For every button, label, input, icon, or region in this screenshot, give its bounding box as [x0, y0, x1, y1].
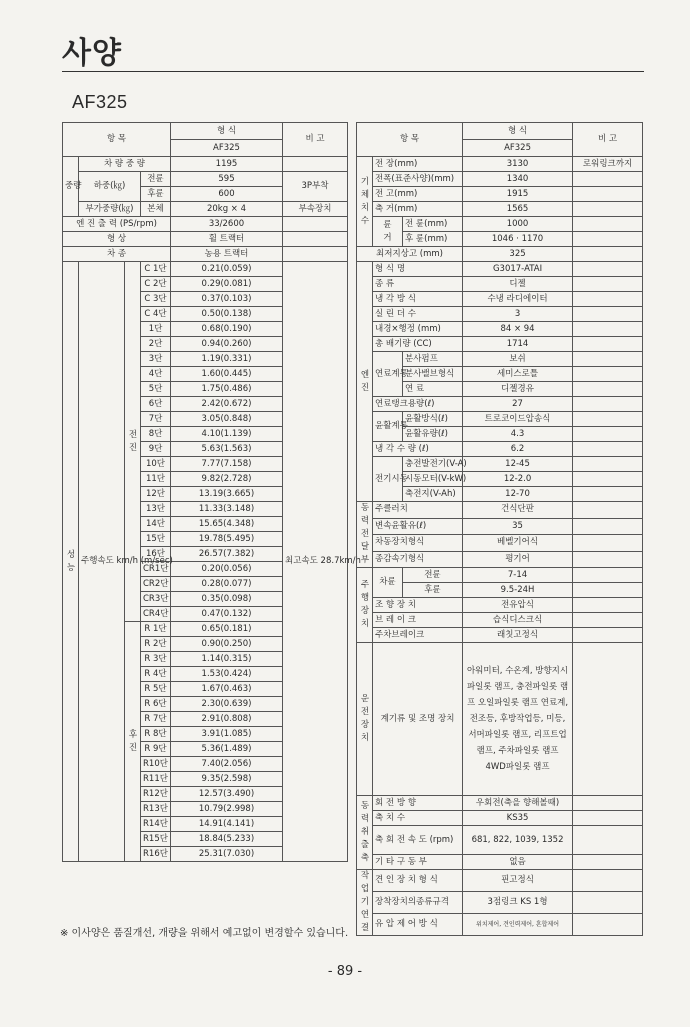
speed-value: 9.82(2.728): [171, 472, 283, 487]
gear-label: CR3단: [141, 592, 171, 607]
performance-group-label: 성능: [63, 262, 79, 862]
power-value: 건식단판: [463, 502, 573, 519]
type-value: 농용 트랙터: [171, 247, 283, 262]
steer-value: 전유압식: [463, 598, 573, 613]
table-row: [357, 892, 643, 914]
steer-label: 조 향 장 치: [373, 598, 463, 613]
table-row: [357, 613, 643, 628]
speed-value: 3.05(0.848): [171, 412, 283, 427]
dim-label: 전 장(mm): [373, 157, 463, 172]
speed-value: 0.50(0.138): [171, 307, 283, 322]
header-format: 형 식: [463, 123, 573, 140]
engine-output-value: 33/2600: [171, 217, 283, 232]
gear-label: 11단: [141, 472, 171, 487]
dim-value: 1565: [463, 202, 573, 217]
speed-value: 4.10(1.139): [171, 427, 283, 442]
left-spec-table: [62, 122, 361, 862]
table-row: [357, 172, 643, 187]
tread-rear-value: 1046 · 1170: [463, 232, 573, 247]
gear-label: C 3단: [141, 292, 171, 307]
gear-label: R 9단: [141, 742, 171, 757]
speed-value: 9.35(2.598): [171, 772, 283, 787]
gear-label: R15단: [141, 832, 171, 847]
gear-label: 13단: [141, 502, 171, 517]
table-row: [357, 914, 643, 936]
tread-rear-label: 후 륜(mm): [403, 232, 463, 247]
speed-value: 2.91(0.808): [171, 712, 283, 727]
speed-value: 2.42(0.672): [171, 397, 283, 412]
electric-label: 축전지(V-Ah): [403, 487, 463, 502]
gear-label: R 3단: [141, 652, 171, 667]
table-row: [357, 412, 643, 427]
engine-label: 냉 각 방 식: [373, 292, 463, 307]
speed-remark: 최고속도 28.7km/h: [283, 262, 348, 862]
gear-label: 7단: [141, 412, 171, 427]
engine-label: 종 류: [373, 277, 463, 292]
table-row: [357, 262, 643, 277]
lube-label: 윤활방식(ℓ): [403, 412, 463, 427]
gear-label: C 2단: [141, 277, 171, 292]
power-label: 주클러치: [373, 502, 463, 519]
front-value: 595: [171, 172, 283, 187]
header-item: 항 목: [63, 123, 171, 157]
hitch-group-label: 작업기연결: [357, 870, 373, 936]
gear-label: 4단: [141, 367, 171, 382]
pto-label: 기 타 구 동 부: [373, 855, 463, 870]
dim-value: 3130: [463, 157, 573, 172]
table-row: [357, 568, 643, 583]
electric-value: 12-2.0: [463, 472, 573, 487]
engine-label: 형 식 명: [373, 262, 463, 277]
dim-remark: [573, 202, 643, 217]
fuel-label: 연 료: [403, 382, 463, 397]
model-heading: AF325: [72, 92, 128, 112]
lube-group-label: 윤활계통: [373, 412, 403, 442]
tread-front-value: 1000: [463, 217, 573, 232]
engine-value: G3017-ATAI: [463, 262, 573, 277]
clearance-label: 최저지상고 (mm): [357, 247, 463, 262]
gear-label: 6단: [141, 397, 171, 412]
table-row: [357, 322, 643, 337]
speed-value: 0.94(0.260): [171, 337, 283, 352]
body-label: 본체: [141, 202, 171, 217]
speed-value: 0.65(0.181): [171, 622, 283, 637]
power-value: 35: [463, 518, 573, 535]
table-row: [63, 217, 348, 232]
table-row: [357, 551, 643, 568]
table-row: [357, 397, 643, 412]
right-spec-table: [356, 122, 643, 936]
speed-value: 1.75(0.486): [171, 382, 283, 397]
speed-value: 12.57(3.490): [171, 787, 283, 802]
table-row: [63, 262, 348, 277]
fuel-label: 분사펌프: [403, 352, 463, 367]
hitch-value: 3점링크 KS 1형: [463, 892, 573, 914]
right-header-row: [357, 123, 643, 140]
pto-value: 없음: [463, 855, 573, 870]
parking-value: 래칫고정식: [463, 628, 573, 643]
page-number: - 89 -: [327, 964, 363, 979]
fuel-group-label: 연료계통: [373, 352, 403, 397]
coolant-label: 냉 각 수 량 (ℓ): [373, 442, 463, 457]
table-row: [63, 172, 348, 187]
fuel-tank-label: 연료탱크용량(ℓ): [373, 397, 463, 412]
speed-value: 0.37(0.103): [171, 292, 283, 307]
vehicle-weight-value: 1195: [171, 157, 283, 172]
gear-label: R 5단: [141, 682, 171, 697]
left-header-row: [63, 123, 348, 140]
engine-value: 디젤: [463, 277, 573, 292]
header-remarks: 비 고: [283, 123, 348, 157]
dim-value: 1340: [463, 172, 573, 187]
header-remarks: 비 고: [573, 123, 643, 157]
table-row: [357, 337, 643, 352]
speed-value: 5.36(1.489): [171, 742, 283, 757]
speed-value: 0.35(0.098): [171, 592, 283, 607]
lube-value: 트로코이드압송식: [463, 412, 573, 427]
table-row: [357, 307, 643, 322]
table-row: [63, 232, 348, 247]
clearance-value: 325: [463, 247, 573, 262]
tire-label: 차륜: [373, 568, 403, 598]
fuel-label: 분사밸브형식: [403, 367, 463, 382]
weight-group-label: 중량: [63, 157, 79, 217]
pto-value: 681, 822, 1039, 1352: [463, 826, 573, 855]
header-format: 형 식: [171, 123, 283, 140]
vehicle-weight-label: 차 량 중 량: [79, 157, 171, 172]
speed-value: 25.31(7.030): [171, 847, 283, 862]
engine-value: 3: [463, 307, 573, 322]
fuel-value: 디젤경유: [463, 382, 573, 397]
gear-label: CR2단: [141, 577, 171, 592]
parking-label: 주차브레이크: [373, 628, 463, 643]
coolant-value: 6.2: [463, 442, 573, 457]
gear-label: 14단: [141, 517, 171, 532]
table-row: [63, 157, 348, 172]
dim-label: 전 고(mm): [373, 187, 463, 202]
table-row: [357, 352, 643, 367]
speed-value: 18.84(5.233): [171, 832, 283, 847]
gauge-value: 아워미터, 수온계, 방향지시 파일롯 램프, 충전파일롯 램프 오일파일롯 램프 연료계, 전조등, 후방작업등, 미등, 서머파일롯 램프, 리프트업램프, 주차파일롯 램프 4WD파일롯 램프: [463, 643, 573, 796]
table-row: [63, 247, 348, 262]
attach-label: 부가중량(㎏): [79, 202, 141, 217]
speed-value: 1.14(0.315): [171, 652, 283, 667]
dim-remark: 로워링크까지: [573, 157, 643, 172]
title-divider: [62, 71, 644, 72]
dim-value: 1915: [463, 187, 573, 202]
tread-front-label: 전 륜(mm): [403, 217, 463, 232]
gear-label: R12단: [141, 787, 171, 802]
shape-value: 휠 트랙터: [171, 232, 283, 247]
speed-value: 0.21(0.059): [171, 262, 283, 277]
running-group-label: 주행장치: [357, 568, 373, 643]
gauge-label: 계기류 및 조명 장치: [373, 643, 463, 796]
fuel-value: 세미스로틀: [463, 367, 573, 382]
speed-value: 7.77(7.158): [171, 457, 283, 472]
tire-rear-value: 9.5-24H: [463, 583, 573, 598]
engine-output-label: 엔 진 출 력 (PS/rpm): [63, 217, 171, 232]
dims-group-label: 기체치수: [357, 157, 373, 247]
speed-value: 1.53(0.424): [171, 667, 283, 682]
dim-label: 전폭(표준사양)(mm): [373, 172, 463, 187]
lube-value: 4.3: [463, 427, 573, 442]
brake-label: 브 레 이 크: [373, 613, 463, 628]
engine-label: 총 배기량 (CC): [373, 337, 463, 352]
hitch-label: 유 압 제 어 방 식: [373, 914, 463, 936]
electric-value: 12-45: [463, 457, 573, 472]
gear-label: R 7단: [141, 712, 171, 727]
speed-value: 1.19(0.331): [171, 352, 283, 367]
tread-label: 륜거: [373, 217, 403, 247]
speed-value: 2.30(0.639): [171, 697, 283, 712]
speed-value: 13.19(3.665): [171, 487, 283, 502]
gear-label: R13단: [141, 802, 171, 817]
rear-label: 후륜: [141, 187, 171, 202]
power-group-label: 동력전달부: [357, 502, 373, 568]
engine-label: 내경×행정 (mm): [373, 322, 463, 337]
table-row: [357, 598, 643, 613]
hitch-label: 장착장치의종류규격: [373, 892, 463, 914]
body-remark: 부속장치: [283, 202, 348, 217]
gear-label: R 2단: [141, 637, 171, 652]
speed-label: 주행속도 km/h (m/sec): [79, 262, 125, 862]
engine-value: 수냉 라디에이터: [463, 292, 573, 307]
table-row: [357, 870, 643, 892]
power-label: 차동장치형식: [373, 535, 463, 552]
table-row: [357, 826, 643, 855]
engine-group-label: 엔진: [357, 262, 373, 502]
gear-label: 2단: [141, 337, 171, 352]
gear-label: 8단: [141, 427, 171, 442]
gear-label: R14단: [141, 817, 171, 832]
gear-label: 9단: [141, 442, 171, 457]
speed-value: 5.63(1.563): [171, 442, 283, 457]
speed-value: 15.65(4.348): [171, 517, 283, 532]
header-item: 항 목: [357, 123, 463, 157]
engine-value: 84 × 94: [463, 322, 573, 337]
tire-front-label: 전륜: [403, 568, 463, 583]
speed-value: 0.20(0.056): [171, 562, 283, 577]
speed-value: 7.40(2.056): [171, 757, 283, 772]
electric-value: 12-70: [463, 487, 573, 502]
speed-value: 0.90(0.250): [171, 637, 283, 652]
gear-label: R11단: [141, 772, 171, 787]
dim-label: 축 거(mm): [373, 202, 463, 217]
table-row: [357, 796, 643, 811]
speed-value: 0.68(0.190): [171, 322, 283, 337]
gear-label: R 8단: [141, 727, 171, 742]
hitch-value: 위치제어, 견인력제어, 혼합제어: [463, 914, 573, 936]
speed-value: 11.33(3.148): [171, 502, 283, 517]
table-row: [357, 535, 643, 552]
speed-value: 19.78(5.495): [171, 532, 283, 547]
table-row: [357, 811, 643, 826]
table-row: [357, 502, 643, 519]
gear-label: R16단: [141, 847, 171, 862]
header-model: AF325: [463, 140, 573, 157]
gear-label: 3단: [141, 352, 171, 367]
speed-value: 0.47(0.132): [171, 607, 283, 622]
gear-label: 12단: [141, 487, 171, 502]
electric-label: 시동모터(V-kW): [403, 472, 463, 487]
gear-label: 16단: [141, 547, 171, 562]
table-row: [357, 277, 643, 292]
header-model: AF325: [171, 140, 283, 157]
power-value: 평기어: [463, 551, 573, 568]
body-value: 20kg × 4: [171, 202, 283, 217]
table-row: [357, 855, 643, 870]
speed-value: 1.60(0.445): [171, 367, 283, 382]
type-label: 차 종: [63, 247, 171, 262]
gear-label: 15단: [141, 532, 171, 547]
electric-group-label: 전기시동: [373, 457, 403, 502]
table-row: [357, 442, 643, 457]
fuel-tank-value: 27: [463, 397, 573, 412]
gear-label: R10단: [141, 757, 171, 772]
power-label: 종감속기형식: [373, 551, 463, 568]
engine-label: 실 린 더 수: [373, 307, 463, 322]
forward-label: 전진: [125, 262, 141, 622]
dim-remark: [573, 187, 643, 202]
page-title: 사양: [62, 36, 122, 71]
table-row: [357, 292, 643, 307]
tire-front-value: 7-14: [463, 568, 573, 583]
shape-label: 형 상: [63, 232, 171, 247]
speed-value: 0.28(0.077): [171, 577, 283, 592]
front-label: 전륜: [141, 172, 171, 187]
fuel-value: 보쉬: [463, 352, 573, 367]
gear-label: C 4단: [141, 307, 171, 322]
gear-label: R 4단: [141, 667, 171, 682]
electric-label: 충전발전기(V-A): [403, 457, 463, 472]
pto-label: 축 치 수: [373, 811, 463, 826]
lube-label: 윤활유량(ℓ): [403, 427, 463, 442]
power-value: 베벨기어식: [463, 535, 573, 552]
table-row: [357, 157, 643, 172]
power-label: 변속윤활유(ℓ): [373, 518, 463, 535]
hitch-value: 핀고정식: [463, 870, 573, 892]
pto-value: KS35: [463, 811, 573, 826]
gear-label: R 1단: [141, 622, 171, 637]
tire-rear-label: 후륜: [403, 583, 463, 598]
speed-value: 14.91(4.141): [171, 817, 283, 832]
load-remark: 3P부착: [283, 172, 348, 202]
speed-value: 0.29(0.081): [171, 277, 283, 292]
table-row: [357, 518, 643, 535]
engine-value: 1714: [463, 337, 573, 352]
gear-label: R 6단: [141, 697, 171, 712]
gear-label: CR1단: [141, 562, 171, 577]
speed-value: 3.91(1.085): [171, 727, 283, 742]
pto-label: 회 전 방 향: [373, 796, 463, 811]
pto-group-label: 동력취출축: [357, 796, 373, 870]
cab-group-label: 운전장치: [357, 643, 373, 796]
reverse-label: 후진: [125, 622, 141, 862]
speed-value: 10.79(2.998): [171, 802, 283, 817]
dim-remark: [573, 172, 643, 187]
table-row: [357, 187, 643, 202]
hitch-label: 견 인 장 치 형 식: [373, 870, 463, 892]
gear-label: 1단: [141, 322, 171, 337]
pto-value: 우회전(축을 향해볼때): [463, 796, 573, 811]
table-row: [357, 628, 643, 643]
gear-label: CR4단: [141, 607, 171, 622]
gear-label: C 1단: [141, 262, 171, 277]
footnote: ※ 이사양은 품질개선, 개량을 위해서 예고없이 변경할수 있습니다.: [60, 928, 349, 939]
load-label: 하중(㎏): [79, 172, 141, 202]
speed-value: 1.67(0.463): [171, 682, 283, 697]
table-row: [357, 643, 643, 796]
table-row: [357, 217, 643, 232]
speed-value: 26.57(7.382): [171, 547, 283, 562]
brake-value: 습식디스크식: [463, 613, 573, 628]
gear-label: 10단: [141, 457, 171, 472]
rear-value: 600: [171, 187, 283, 202]
table-row: [357, 202, 643, 217]
pto-label: 축 회 전 속 도 (rpm): [373, 826, 463, 855]
table-row: [357, 247, 643, 262]
gear-label: 5단: [141, 382, 171, 397]
table-row: [357, 457, 643, 472]
